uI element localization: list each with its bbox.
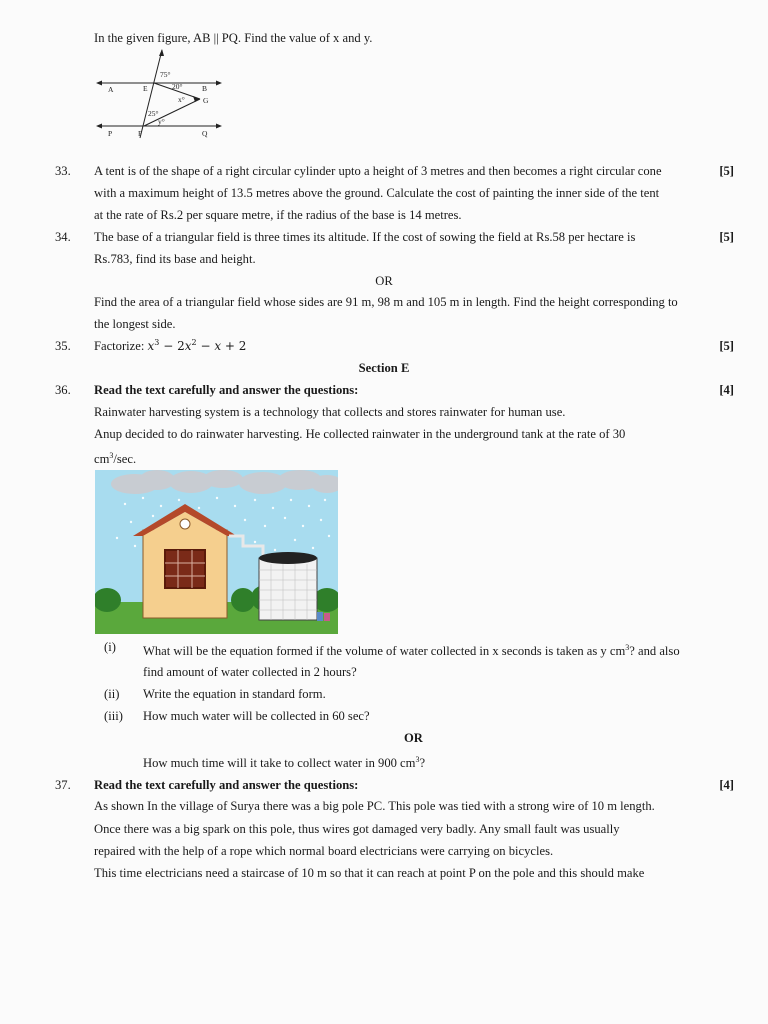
angle-20: 20° [172, 82, 183, 91]
q37-heading: Read the text carefully and answer the questions: [94, 778, 359, 792]
q34-line-1: The base of a triangular field is three times its altitude. If the cost of sowing the field at Rs.58 per hectare is [94, 230, 636, 244]
label-q: Q [202, 129, 208, 138]
parallel-lines-figure [92, 46, 226, 140]
q37-line-3: repaired with the help of a rope which normal board electricians were carrying on bicycles. [94, 844, 554, 858]
q33-number: 33. [55, 164, 71, 178]
q33-line-1: A tent is of the shape of a right circular cylinder upto a height of 3 metres and then becomes a right circular cone [94, 164, 662, 178]
rainwater-harvesting-illustration [95, 470, 338, 634]
q34-alt-line-2: the longest side. [94, 317, 176, 331]
q36-rate-unit: $cm^3/\sec$. [94, 451, 137, 466]
section-heading: Section E [358, 361, 410, 375]
q37-line-1: As shown In the village of Surya there was a big pole PC. This pole was tied with a strong wire of 10 m length. [94, 799, 655, 813]
q35-marks: [5] [719, 339, 734, 353]
q37-number: 37. [55, 778, 71, 792]
q36-sub-2-text: Write the equation in standard form. [143, 687, 326, 701]
q34-alt-line-1: Find the area of a triangular field whose sides are 91 m, 98 m and 105 m in length. Find the height corresponding to [94, 295, 678, 309]
q36-alt-text-b: ? [419, 756, 426, 770]
q34-line-2: Rs.783, find its base and height. [94, 252, 256, 266]
label-f: F [138, 129, 143, 138]
q35-expression: $x^3 - 2x^2 - x + 2$ [147, 338, 247, 353]
q36-alt-text-a: How much time will it take to collect water in 900 cm [143, 756, 416, 770]
label-b: B [202, 84, 208, 93]
q36-alt-question: How much time will it take to collect water in 900 $cm^3$? [143, 755, 426, 770]
angle-75: 75° [160, 70, 171, 79]
q37-marks: [4] [719, 778, 734, 792]
label-e: E [143, 84, 148, 93]
q37-line-2: Once there was a big spark on this pole, thus wires got damaged very badly. Any small fault was usually [94, 822, 620, 836]
angle-y: y° [158, 117, 165, 126]
q36-unit-sec: /sec. [113, 452, 137, 466]
q36-sub-1-text-a: What will be the equation formed if the volume of water collected in x seconds is taken as y cm [143, 644, 626, 658]
q36-sub-2-label: (ii) [104, 687, 120, 701]
q36-line-1: Rainwater harvesting system is a technology that collects and stores rainwater for human use. [94, 405, 566, 419]
q36-sub-1-label: (i) [104, 640, 116, 654]
q34-marks: [5] [719, 230, 734, 244]
q36-unit-cm: cm [94, 452, 110, 466]
q33-line-2: with a maximum height of 13.5 metres above the ground. Calculate the cost of painting the inner side of the tent [94, 186, 660, 200]
q37-line-4: This time electricians need a staircase of 10 m so that it can reach at point P on the pole and this should make [94, 866, 645, 880]
angle-x: x° [178, 95, 185, 104]
q32-text: In the given figure, AB || PQ. Find the value of x and y. [94, 31, 373, 45]
q34-number: 34. [55, 230, 71, 244]
q35-number: 35. [55, 339, 71, 353]
q36-marks: [4] [719, 383, 734, 397]
label-a: A [108, 85, 114, 94]
q36-line-2: Anup decided to do rainwater harvesting. He collected rainwater in the underground tank at the rate of 30 [94, 427, 626, 441]
label-g: G [203, 96, 209, 105]
q34-or: OR [375, 274, 393, 288]
q36-heading: Read the text carefully and answer the questions: [94, 383, 359, 397]
q36-or: OR [404, 731, 423, 745]
label-p: P [108, 129, 113, 138]
q36-number: 36. [55, 383, 71, 397]
q35-prefix: Factorize: [94, 339, 148, 353]
q36-sub-3-label: (iii) [104, 709, 123, 723]
angle-25: 25° [148, 109, 159, 118]
q36-sub-1-line-1: What will be the equation formed if the volume of water collected in x seconds is taken as y $cm^3$? and also [143, 643, 680, 658]
q33-marks: [5] [719, 164, 734, 178]
q36-sub-1-line-2: find amount of water collected in 2 hours? [143, 665, 357, 679]
q36-sub-3-text: How much water will be collected in 60 sec? [143, 709, 370, 723]
q36-sub-1-text-b: ? and also [629, 644, 680, 658]
q33-line-3: at the rate of Rs.2 per square metre, if the radius of the base is 14 metres. [94, 208, 462, 222]
q35-text [94, 338, 246, 354]
